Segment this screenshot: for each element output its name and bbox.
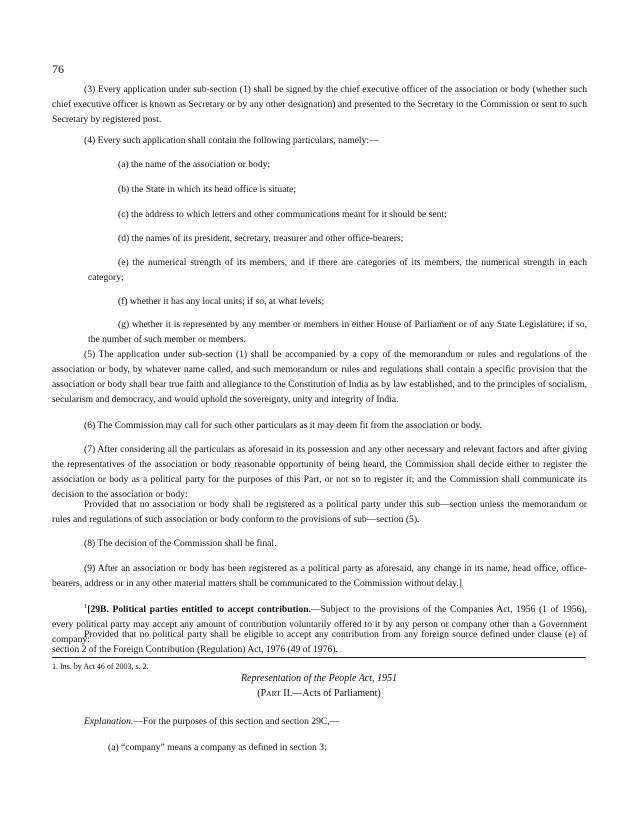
section-29b-heading: [29B. Political parties entitled to accept contribution. [87,604,311,616]
clause-4e: (e) the numerical strength of its members, and if there are categories of its members, the numerical strength in each category; [88,257,587,283]
explanation-item-a: (a) “company” means a company as defined in section 3; [108,742,327,753]
clause-4f: (f) whether it has any local units; if so, at what levels; [118,296,325,307]
clause-4c: (c) the address to which letters and other communications meant for it should be sent; [118,209,447,220]
subsection-5: (5) The application under sub-section (1) shall be accompanied by a copy of the memorandum or rules and regulations of the association or body, by whatever name called, and such memorandum or rules and regulations shall contain a specific provision that the association or body shall bear true faith and allegiance to the Constitution of India as by law established, and to the principles of socialism, secularism and democracy, and would uphold the sovereignty, unity and integrity of India. [52,349,587,405]
section-29b-text: —Subject to the provisions of the Companies Act, 1956 (1 of 1956), every political party may accept any amount of contribution voluntarily offered to it by any person or company other than a Government company: [52,604,587,646]
proviso-29b: Provided that no political party shall be eligible to accept any contribution from any foreign source defined under clause (e) of section 2 of the Foreign Contribution (Regulation) Act, 1976 (49 of 1976). [52,629,587,655]
subsection-7: (7) After considering all the particulars as aforesaid in its possession and any other necessary and relevant factors and after giving the representatives of the association or body reasonable opportunity of being heard, the Commission shall decide either to register the association or body as a political party for the purposes of this Part, or not so to register it; and the Commission shall communicate its decision to the association or body: [52,444,587,500]
explanation-text: —For the purposes of this section and section 29C,— [133,716,340,727]
clause-4d: (d) the names of its president, secretary, treasurer and other office-bearers; [118,233,404,244]
footnote-marker: 1 [84,603,88,610]
running-head-title: Representation of the People Act, 1951 [240,673,398,684]
footnote: 1. Ins. by Act 46 of 2003, s. 2. [52,662,149,671]
explanation [52,714,587,729]
footnote-divider [52,657,586,658]
subsection-8: (8) The decision of the Commission shall be final. [84,538,277,549]
explanation-label: Explanation. [84,716,134,727]
clause-4a: (a) the name of the association or body; [118,159,271,170]
subsection-4: (4) Every such application shall contain the following particulars, namely:— [84,135,379,146]
clause-4b: (b) the State in which its head office is situate; [118,184,297,195]
page-number: 76 [52,62,64,76]
subsection-9: (9) After an association or body has been registered as a political party as aforesaid, any change in its name, head office, office-bearers, address or in any other material matters shall be communicated to the Commission without delay.] [52,563,587,589]
subsection-3: (3) Every application under sub-section (1) shall be signed by the chief executive officer of the association or body (whether such chief executive officer is known as Secretary or by any other designation) and presented to the Secretary to the Commission or sent to such Secretary by registered post. [52,84,587,125]
subsection-6: (6) The Commission may call for such other particulars as it may deem fit from the association or body. [84,420,483,431]
proviso-7: Provided that no association or body shall be registered as a political party under this sub—section unless the memorandum or rules and regulations of such association or body conform to the provisions of sub—section (5). [52,499,587,525]
running-head-part: (PART II.—Acts of Parliament) [257,688,381,699]
clause-4g: (g) whether it is represented by any member or members in either House of Parliament or of any State Legislature; if so, the number of such member or members. [88,319,587,345]
